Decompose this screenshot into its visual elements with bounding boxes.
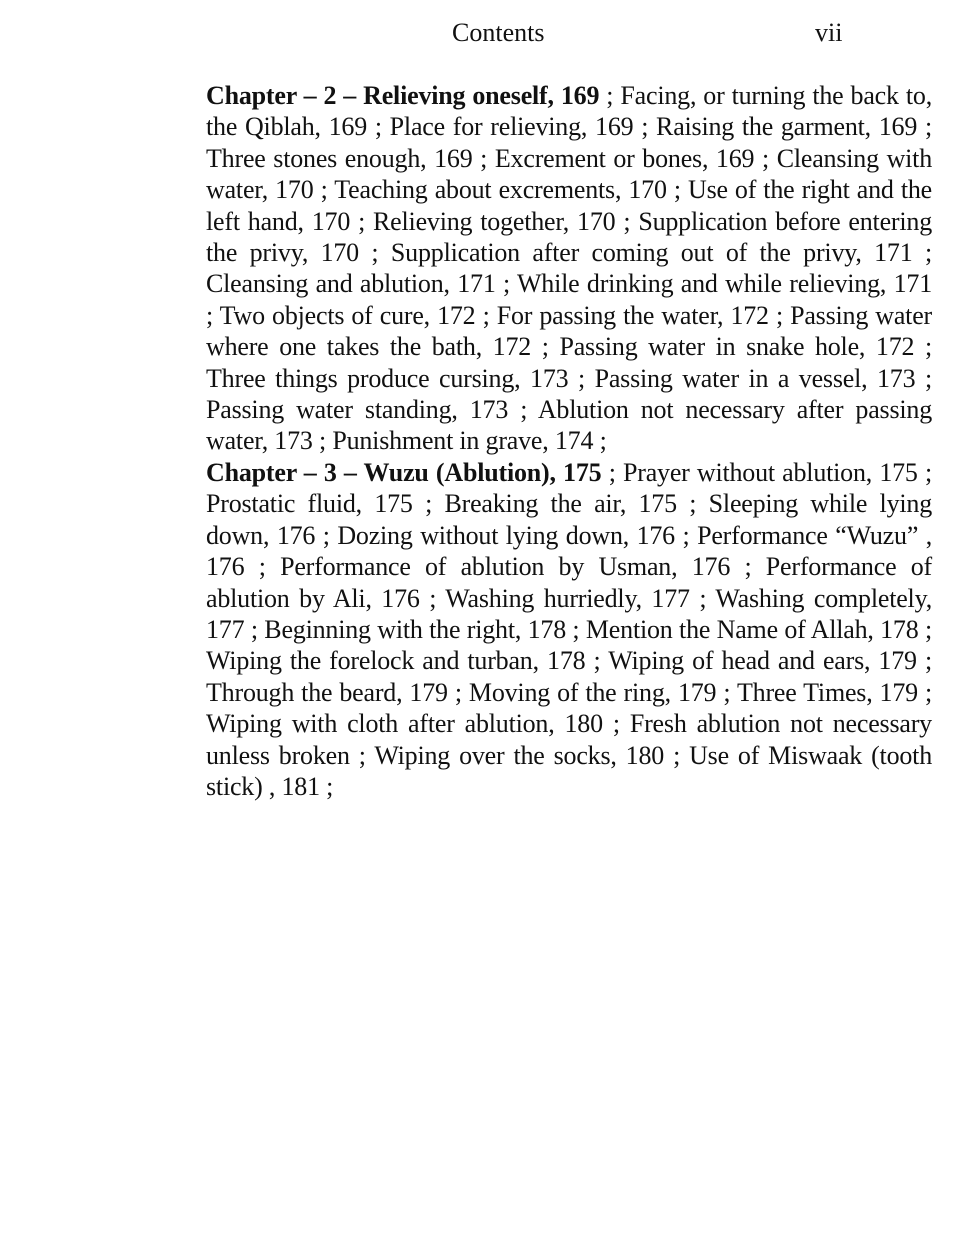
chapter-heading: Chapter – 2 – Relieving oneself, 169 [206,81,600,110]
chapter-entry-2 [206,80,932,457]
chapter-topics: ; Facing, or turning the back to, the Qiblah, 169 ; Place for relieving, 169 ; Raising the garment, 169 ; Three stones enough, 169 ; Excrement or bones, 169 ; Cleansing with water, 170 ; Teaching about excrements, 170 ; Use of the right and the left hand, 170 ; Relieving together, 170 ; Supplication before entering the privy, 170 ; Supplication after coming out of the privy, 171 ; Cleansing and ablution, 171 ; While drinking and while relieving, 171 ; Two objects of cure, 172 ; For passing the water, 172 ; Passing water where one takes the bath, 172 ; Passing water in snake hole, 172 ; Three things produce cursing, 173 ; Passing water in a vessel, 173 ; Passing water standing, 173 ; Ablution not necessary after passing water, 173 ; Punishment in grave, 174 ; [206,81,932,456]
running-head-title: Contents [452,18,545,47]
running-head [0,18,960,52]
page-number: vii [815,18,843,47]
chapter-heading: Chapter – 3 – Wuzu (Ablution), 175 [206,457,602,487]
contents-body [206,80,932,802]
chapter-topics: ; Prayer without ablution, 175 ; Prostatic fluid, 175 ; Breaking the air, 175 ; Sleeping while lying down, 176 ; Dozing without lying down, 176 ; Performance “Wuzu” , 176 ; Performance of ablution by Usman, 176 ; Performance of ablution by Ali, 176 ; Washing hurriedly, 177 ; Washing completely, 177 ; Beginning with the right, 178 ; Mention the Name of Allah, 178 ; Wiping the forelock and turban, 178 ; Wiping of head and ears, 179 ; Through the beard, 179 ; Moving of the ring, 179 ; Three Times, 179 ; Wiping with cloth after ablution, 180 ; Fresh ablution not necessary unless broken ; Wiping over the socks, 180 ; Use of Miswaak (tooth stick) , 181 ; [206,457,932,801]
chapter-entry-3 [206,457,932,802]
